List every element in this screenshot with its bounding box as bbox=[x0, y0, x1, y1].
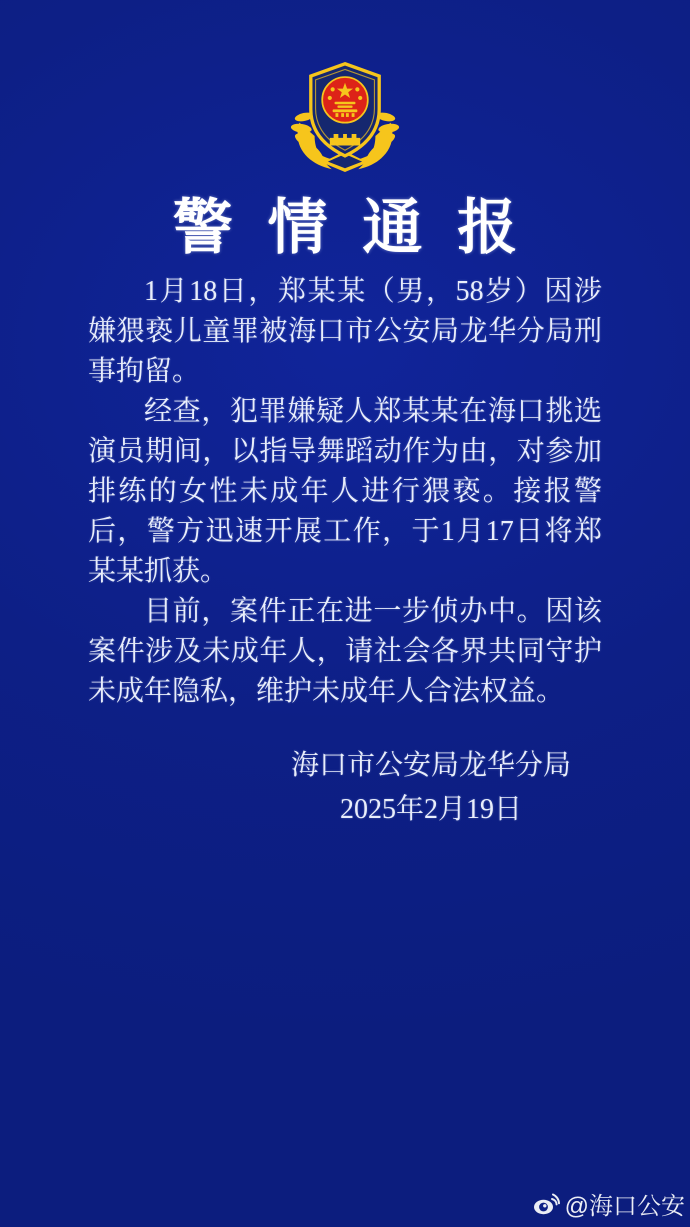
notice-date: 2025年2月19日 bbox=[339, 794, 522, 825]
watermark-handle: @海口公安 bbox=[564, 1193, 685, 1220]
weibo-icon bbox=[533, 1192, 560, 1215]
agency-signature: 海口市公安局龙华分局 bbox=[290, 750, 571, 781]
police-badge-icon bbox=[288, 58, 402, 174]
notice-title: 警情通报 bbox=[172, 195, 552, 261]
watermark bbox=[533, 1186, 685, 1221]
notice-body bbox=[88, 272, 602, 712]
paragraph-3: 目前，案件正在进一步侦办中。因该案件涉及未成年人，请社会各界共同守护未成年隐私，维护未成年人合法权益。 bbox=[88, 596, 602, 707]
police-badge-emblem bbox=[288, 58, 402, 174]
signature-block bbox=[176, 744, 686, 832]
paragraph-1: 1月18日，郑某某（男，58岁）因涉嫌猥亵儿童罪被海口市公安局龙华分局刑事拘留。 bbox=[88, 276, 602, 387]
paragraph-2: 经查，犯罪嫌疑人郑某某在海口挑选演员期间，以指导舞蹈动作为由，对参加排练的女性未成年人进行猥亵。接报警后，警方迅速开展工作，于1月17日将郑某某抓获。 bbox=[88, 396, 602, 587]
